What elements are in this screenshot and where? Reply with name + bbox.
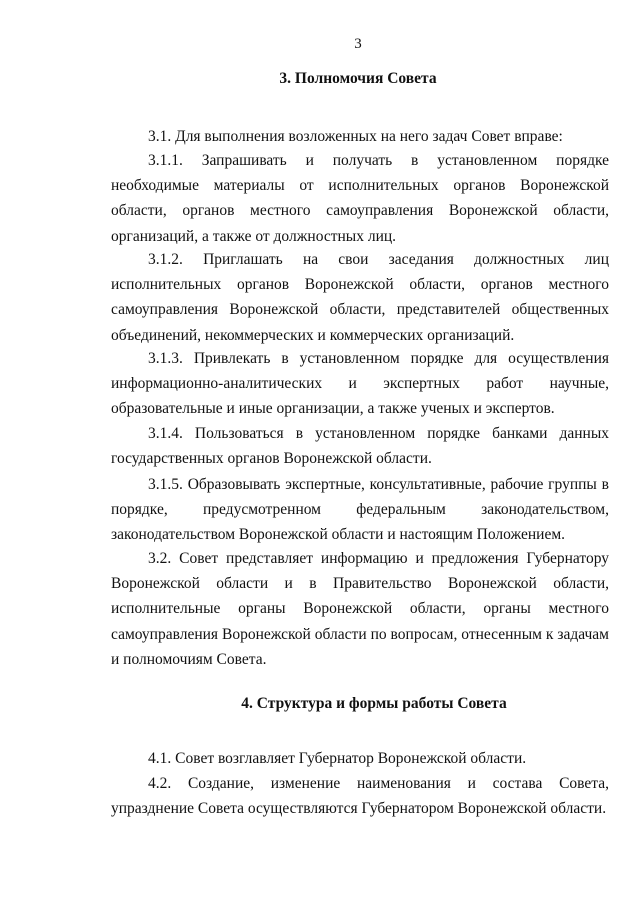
paragraph-3-1-1: 3.1.1. Запрашивать и получать в установленном порядке необходимые материалы от исполнительных органов Воронежской области, органов местного самоуправления Воронежской области, организаций, а также от должностных лиц. — [111, 152, 609, 245]
paragraph-3-2: 3.2. Совет представляет информацию и предложения Губернатору Воронежской области и в Правительство Воронежской области, исполнительные органы Воронежской области, органы местного самоуправления Воронежской области по вопросам, отнесенным к задачам и полномочиям Совета. — [111, 550, 609, 668]
page-number: 3 — [354, 36, 362, 52]
section-3-heading: 3. Полномочия Совета — [279, 70, 437, 87]
paragraph-3-1-5: 3.1.5. Образовывать экспертные, консультативные, рабочие группы в порядке, предусмотренном федеральным законодательством, законодательством Воронежской области и настоящим Положением. — [111, 476, 609, 544]
paragraph-3-1: 3.1. Для выполнения возложенных на него задач Совет вправе: — [148, 128, 563, 145]
section-4-heading: 4. Структура и формы работы Совета — [241, 695, 507, 712]
paragraph-4-1: 4.1. Совет возглавляет Губернатор Воронежской области. — [148, 750, 527, 767]
paragraph-4-2: 4.2. Создание, изменение наименования и состава Совета, упразднение Совета осуществляются Губернатором Воронежской области. — [111, 775, 609, 818]
paragraph-3-1-4: 3.1.4. Пользоваться в установленном порядке банками данных государственных органов Воронежской области. — [111, 425, 609, 468]
paragraph-3-1-2: 3.1.2. Приглашать на свои заседания должностных лиц исполнительных органов Воронежской области, органов местного самоуправления Воронежской области, представителей общественных объединений, некоммерческих и коммерческих организаций. — [111, 251, 609, 344]
paragraph-3-1-3: 3.1.3. Привлекать в установленном порядке для осуществления информационно-аналитических и экспертных работ научные, образовательные и иные организации, а также ученых и экспертов. — [111, 350, 609, 418]
